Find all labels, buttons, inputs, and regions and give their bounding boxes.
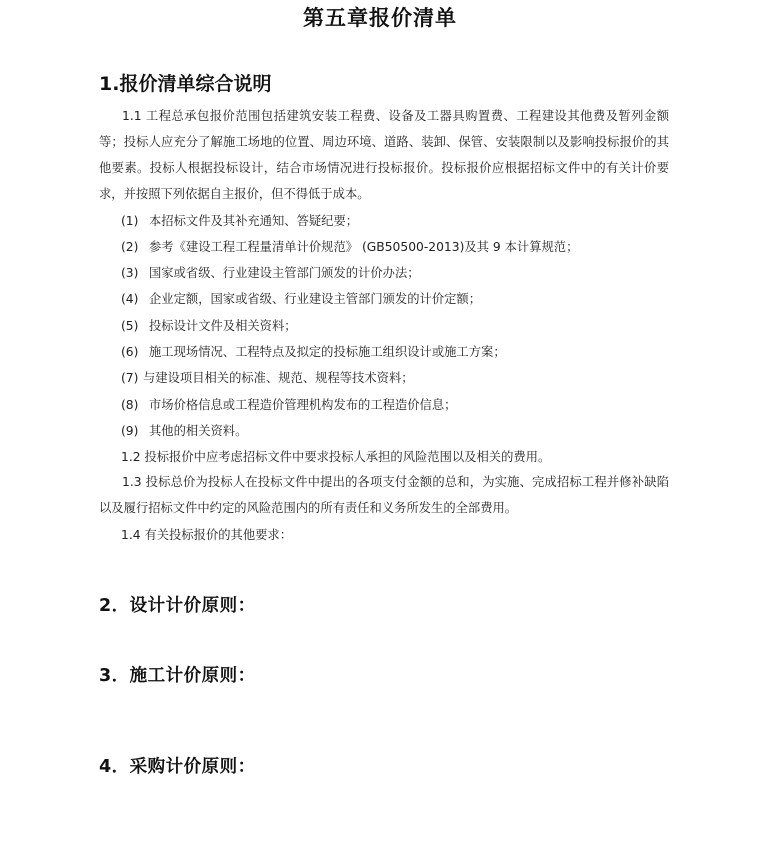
list-item [121, 212, 358, 230]
list-item-text: 与建设项目相关的标准、规范、规程等技术资料； [143, 371, 414, 385]
list-item-text: 参考《建设工程工程量清单计价规范》 (GB50500-2013)及其 9 本计算规范； [149, 240, 579, 254]
list-item-number: (5) [121, 319, 139, 333]
section-2-heading: 2．设计计价原则： [99, 596, 256, 616]
list-item-text: 国家或省级、行业建设主管部门颁发的计价办法； [149, 266, 420, 280]
list-item-text: 本招标文件及其补充通知、答疑纪要； [149, 214, 359, 228]
list-item-number: (6) [121, 345, 139, 359]
list-item-text: 其他的相关资料。 [149, 424, 248, 438]
list-item [121, 369, 414, 387]
list-item-number: (3) [121, 266, 139, 280]
list-item-text: 市场价格信息或工程造价管理机构发布的工程造价信息； [149, 398, 457, 412]
paragraph-1-1: 1.1 工程总承包报价范围包括建筑安装工程费、设备及工器具购置费、工程建设其他费及暂列金额等；投标人应充分了解施工场地的位置、周边环境、道路、装卸、保管、安装限制以及影响投标报价的其他要素。投标人根据投标设计，结合市场情况进行投标报价。投标报价应根据招标文件中的有关计价要求，并按照下列依据自主报价，但不得低于成本。 [99, 109, 669, 201]
list-item [121, 264, 420, 282]
document-title: 第五章报价清单 [303, 6, 457, 30]
list-item [121, 422, 247, 440]
paragraph-1-3: 1.3 投标总价为投标人在投标文件中提出的各项支付金额的总和，为实施、完成招标工程并修补缺陷以及履行招标文件中约定的风险范围内的所有责任和义务所发生的全部费用。 [99, 475, 669, 515]
list-item-number: (7) [121, 371, 139, 385]
list-item-number: (8) [121, 398, 139, 412]
list-item-number: (2) [121, 240, 139, 254]
paragraph-1-4: 1.4 有关投标报价的其他要求： [121, 528, 293, 542]
list-item [121, 343, 506, 361]
list-item-number: (9) [121, 424, 139, 438]
section-3-heading: 3．施工计价原则： [99, 666, 256, 686]
list-item-number: (1) [121, 214, 139, 228]
section-1-heading: 1.报价清单综合说明 [99, 73, 272, 95]
list-item [121, 238, 578, 256]
paragraph-1-2: 1.2 投标报价中应考虑招标文件中要求投标人承担的风险范围以及相关的费用。 [121, 450, 551, 464]
section-4-heading: 4．采购计价原则： [99, 757, 256, 777]
list-item-text: 施工现场情况、工程特点及拟定的投标施工组织设计或施工方案； [149, 345, 506, 359]
list-item [121, 290, 481, 308]
list-item-text: 投标设计文件及相关资料； [149, 319, 297, 333]
list-item [121, 396, 456, 414]
list-item-text: 企业定额，国家或省级、行业建设主管部门颁发的计价定额； [149, 292, 482, 306]
list-item-number: (4) [121, 292, 139, 306]
list-item [121, 317, 297, 335]
